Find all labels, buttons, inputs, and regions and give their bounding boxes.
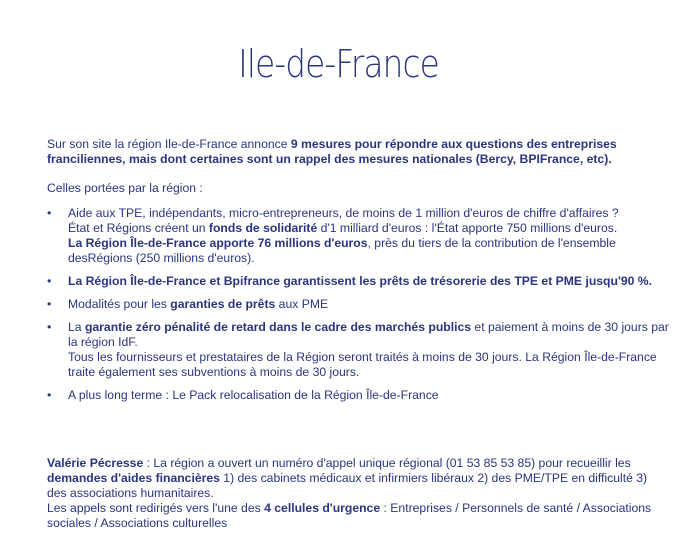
loan-guarantee-text: La Région Île-de-France et Bpifrance garantissent les prêts de trésorerie des TPE et PME jusqu'90 %.	[68, 274, 653, 288]
measures-list	[47, 206, 673, 411]
list-item-tpe-aid	[47, 206, 673, 266]
bullet-icon: •	[47, 297, 52, 311]
tpe-aid-text: État et Régions créent un	[68, 221, 209, 235]
late-penalty-text: et paiement à moins de 30 jours par la région IdF.	[68, 320, 669, 349]
bullet-icon: •	[47, 320, 52, 334]
closing-text: : La région a ouvert un numéro d'appel unique régional (01 53 85 53 85) pour recueillir les	[143, 456, 631, 470]
bullet-icon: •	[47, 388, 52, 402]
closing-paragraph	[47, 456, 667, 531]
bullet-icon: •	[47, 274, 52, 288]
financial-aid-label: demandes d'aides financières	[47, 471, 220, 485]
bullet-icon: •	[47, 206, 52, 220]
speaker-name: Valérie Pécresse	[47, 456, 144, 470]
intro-paragraph	[47, 137, 667, 167]
list-item-text	[68, 297, 673, 312]
region-contribution-label: La Région Île-de-France apporte 76 millions d'euros	[68, 236, 368, 250]
loan-terms-text: Modalités pour les	[68, 297, 171, 311]
page-title: Ile-de-France	[238, 42, 439, 86]
closing-text: Les appels sont redirigés vers l'une des	[47, 501, 265, 515]
tpe-aid-question: Aide aux TPE, indépendants, micro-entrepreneurs, de moins de 1 million d'euros de chiffre d'affaires ?	[68, 206, 619, 220]
late-penalty-text: La	[68, 320, 85, 334]
list-item-text	[68, 206, 673, 266]
closing-text: 1) des cabinets médicaux et infirmiers libéraux 2) des PME/TPE en difficulté 3) des associations humanitaires.	[47, 471, 648, 500]
section-subtitle: Celles portées par la région :	[47, 181, 203, 195]
list-item-loan-terms	[47, 297, 673, 312]
list-item-late-penalty	[47, 320, 673, 380]
solidarity-fund-label: fonds de solidarité	[208, 221, 318, 235]
list-item-text	[68, 274, 673, 289]
tpe-aid-text: , près du tiers de la contribution de l'ensemble desRégions (250 millions d'euros).	[68, 236, 616, 265]
loan-terms-bold: garanties de prêts	[170, 297, 276, 311]
list-item-text	[68, 320, 673, 380]
late-penalty-bold: garantie zéro pénalité de retard dans le cadre des marchés publics	[84, 320, 472, 334]
relocation-pack-text: A plus long terme : Le Pack relocalisation de la Région Île-de-France	[68, 388, 439, 402]
intro-bold-text: 9 mesures pour répondre aux questions des entreprises franciliennes, mais dont certaines sont un rappel des mesures nationales (Bercy, BPIFrance, etc).	[47, 137, 617, 166]
list-item-text	[68, 388, 673, 403]
tpe-aid-text: d'1 milliard d'euros : l'État apporte 750 millions d'euros.	[317, 221, 618, 235]
late-penalty-detail: Tous les fournisseurs et prestataires de la Région seront traités à moins de 30 jours. La Région Île-de-France traite également ses subventions à moins de 30 jours.	[68, 350, 657, 379]
closing-text: : Entreprises / Personnels de santé / Associations sociales / Associations culturelles	[47, 501, 652, 530]
list-item-relocation-pack	[47, 388, 673, 403]
intro-text: Sur son site la région Ile-de-France annonce	[47, 137, 291, 151]
list-item-loan-guarantee	[47, 274, 673, 289]
emergency-cells-label: 4 cellules d'urgence	[264, 501, 381, 515]
loan-terms-text: aux PME	[275, 297, 329, 311]
